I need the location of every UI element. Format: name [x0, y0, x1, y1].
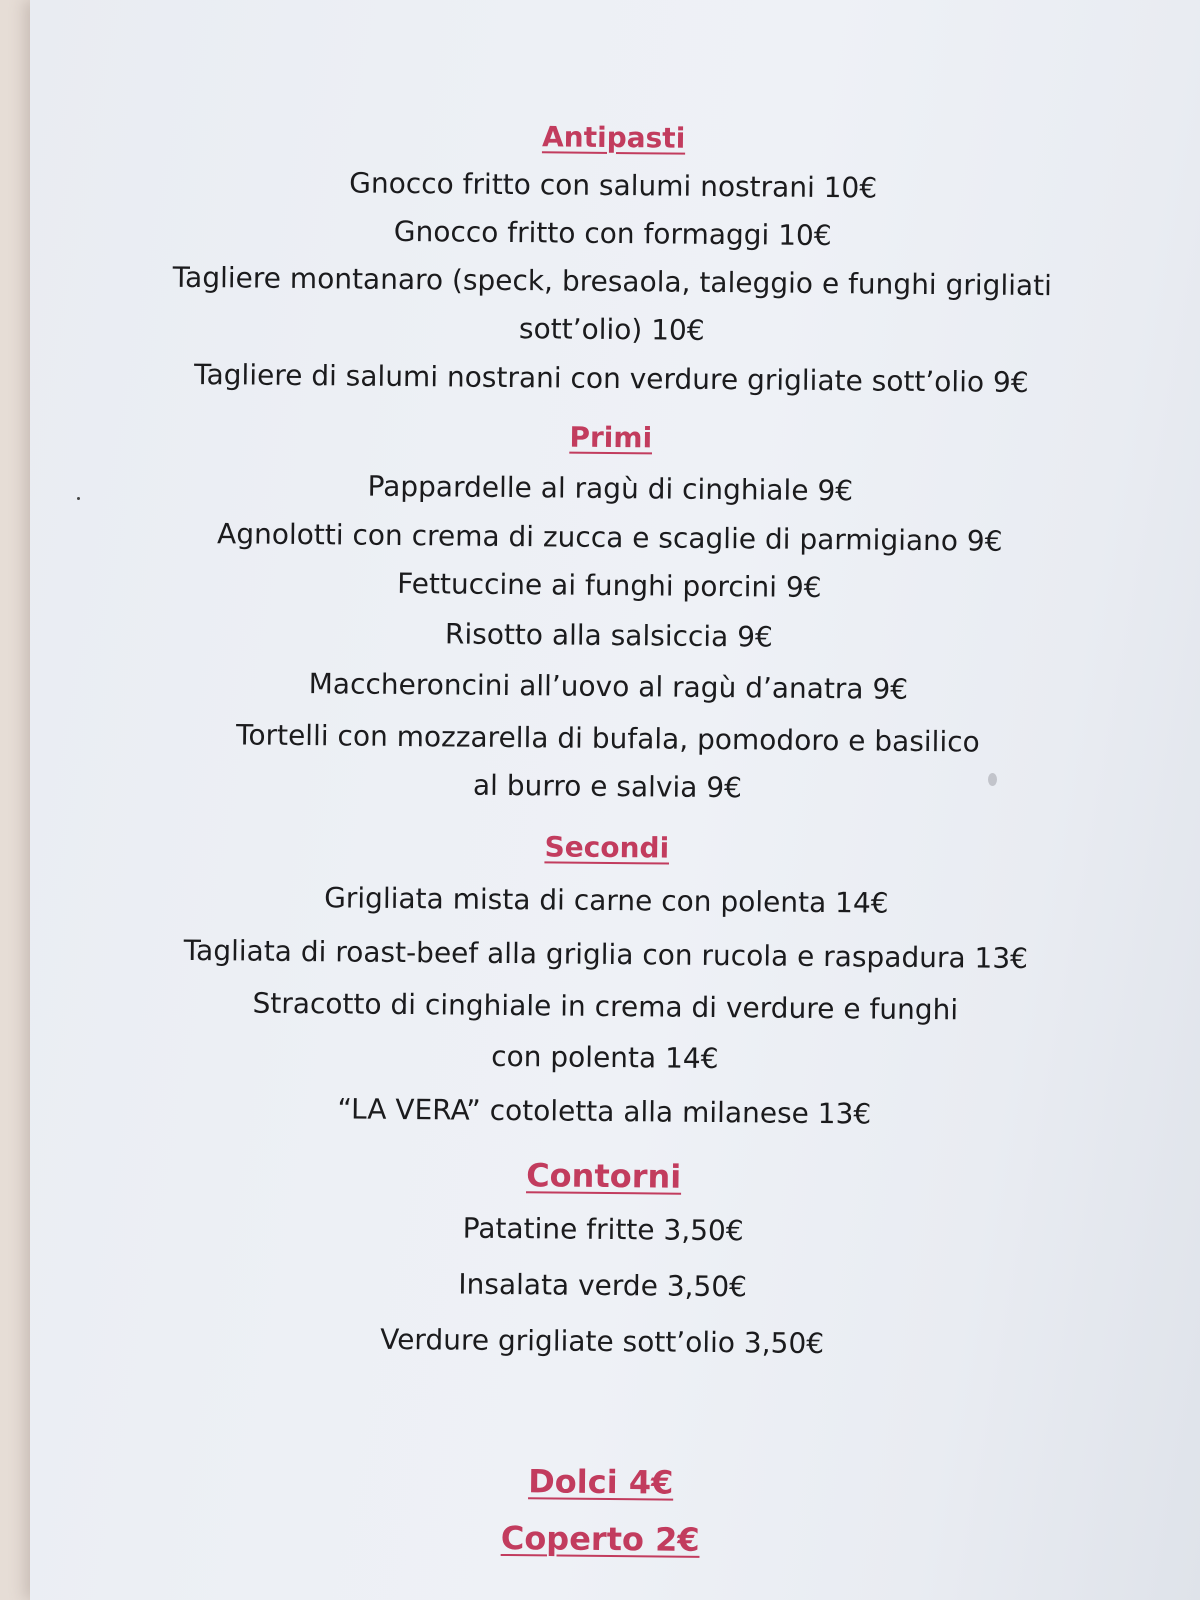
menu-item: Maccheroncini all’uovo al ragù d’anatra 9€ — [308, 667, 909, 706]
dolci-price: Dolci 4€ — [528, 1462, 674, 1502]
section-title-primi: Primi — [569, 420, 653, 455]
menu-item: Pappardelle al ragù di cinghiale 9€ — [367, 469, 854, 508]
menu-item: Tagliere di salumi nostrani con verdure grigliate sott’olio 9€ — [193, 357, 1029, 399]
menu-item: Patatine fritte 3,50€ — [462, 1211, 744, 1248]
menu-item-continuation: al burro e salvia 9€ — [472, 768, 743, 805]
menu-item: Stracotto di cinghiale in crema di verdure e funghi — [252, 986, 959, 1027]
coperto-price: Coperto 2€ — [500, 1518, 700, 1559]
menu-text-block — [15, 0, 1200, 1600]
menu-item: Fettuccine ai funghi porcini 9€ — [397, 566, 822, 605]
menu-item-continuation: con polenta 14€ — [491, 1039, 719, 1076]
menu-item: Grigliata mista di carne con polenta 14€ — [324, 881, 889, 920]
section-title-antipasti: Antipasti — [541, 120, 686, 155]
section-title-secondi: Secondi — [544, 830, 670, 865]
menu-item: Risotto alla salsiccia 9€ — [444, 617, 773, 654]
menu-item-continuation: sott’olio) 10€ — [518, 312, 705, 347]
menu-item: “LA VERA” cotoletta alla milanese 13€ — [337, 1092, 872, 1131]
menu-item: Tortelli con mozzarella di bufala, pomodoro e basilico — [235, 718, 980, 759]
menu-item: Verdure grigliate sott’olio 3,50€ — [380, 1322, 825, 1361]
menu-item: Insalata verde 3,50€ — [458, 1267, 748, 1304]
menu-item: Gnocco fritto con formaggi 10€ — [393, 214, 832, 253]
menu-item: Tagliata di roast-beef alla griglia con rucola e raspadura 13€ — [183, 933, 1029, 976]
section-title-contorni: Contorni — [526, 1156, 682, 1196]
menu-item: Agnolotti con crema di zucca e scaglie di parmigiano 9€ — [216, 517, 1003, 558]
menu-item: Tagliere montanaro (speck, bresaola, taleggio e funghi grigliati — [172, 260, 1053, 303]
menu-item: Gnocco fritto con salumi nostrani 10€ — [349, 166, 878, 205]
